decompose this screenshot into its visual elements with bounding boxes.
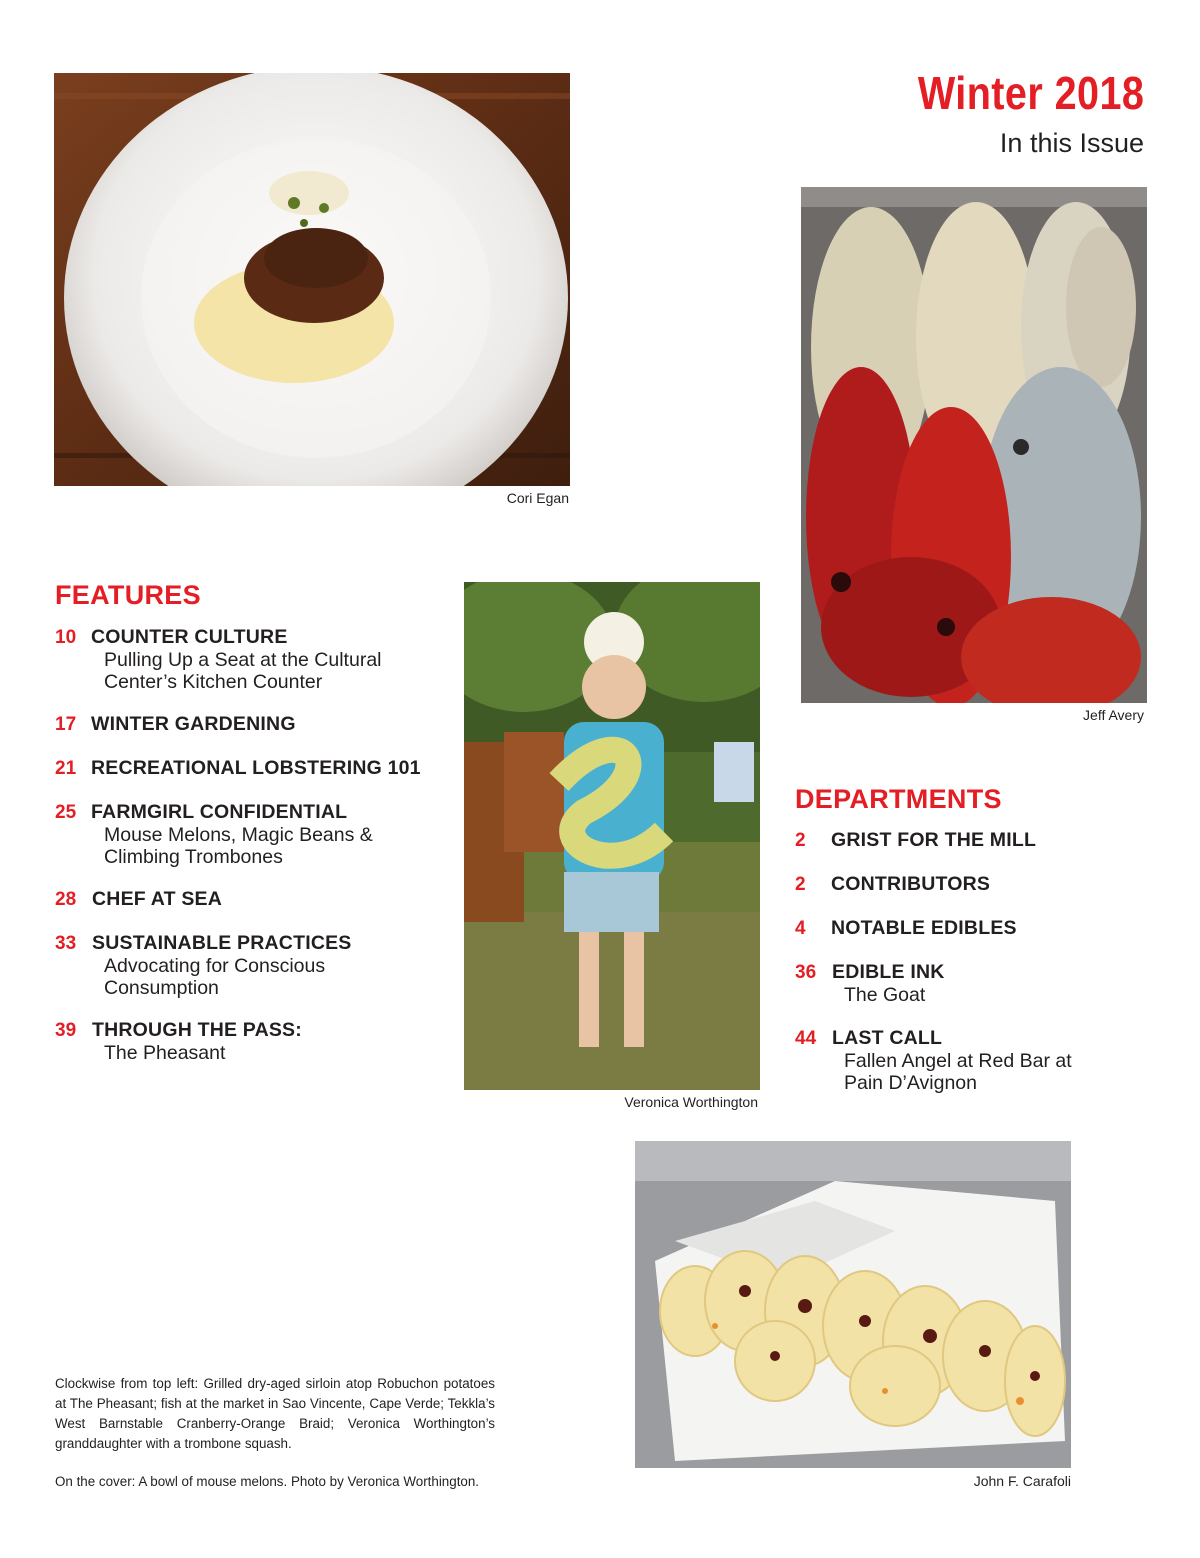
feature-entry-through-the-pass[interactable] xyxy=(55,1019,302,1064)
toc-page-number: 17 xyxy=(55,714,77,735)
cover-caption: On the cover: A bowl of mouse melons. Photo by Veronica Worthington. xyxy=(55,1474,480,1489)
toc-title: RECREATIONAL LOBSTERING 101 xyxy=(91,757,421,779)
toc-title: CHEF AT SEA xyxy=(92,888,223,910)
feature-entry-recreational-lobstering[interactable] xyxy=(55,757,421,780)
department-entry-edible-ink[interactable] xyxy=(795,961,945,1006)
department-entry-grist-for-the-mill[interactable] xyxy=(795,829,1036,852)
toc-page-number: 36 xyxy=(795,962,817,983)
toc-page-number: 21 xyxy=(55,758,77,779)
toc-page-number: 2 xyxy=(795,830,806,851)
toc-title: THROUGH THE PASS: xyxy=(92,1019,302,1041)
toc-page-number: 25 xyxy=(55,802,77,823)
toc-page-number: 28 xyxy=(55,889,77,910)
toc-title: GRIST FOR THE MILL xyxy=(831,829,1037,851)
toc-page-number: 10 xyxy=(55,627,77,648)
fish-market-photo xyxy=(801,187,1147,703)
toc-page-number: 4 xyxy=(795,918,806,939)
department-entry-last-call[interactable] xyxy=(795,1027,1072,1094)
toc-page-number: 33 xyxy=(55,933,77,954)
feature-entry-counter-culture[interactable] xyxy=(55,626,382,693)
toc-title: NOTABLE EDIBLES xyxy=(831,917,1017,939)
toc-subtitle: Pain D’Avignon xyxy=(844,1072,977,1094)
toc-subtitle: Consumption xyxy=(104,977,219,999)
toc-subtitle: Mouse Melons, Magic Beans & xyxy=(104,824,373,846)
toc-title: FARMGIRL CONFIDENTIAL xyxy=(91,801,348,823)
feature-entry-farmgirl-confidential[interactable] xyxy=(55,801,373,868)
photo-credit-steak: Cori Egan xyxy=(506,490,569,506)
department-entry-contributors[interactable] xyxy=(795,873,990,896)
feature-entry-winter-gardening[interactable] xyxy=(55,713,296,736)
issue-title: Winter 2018 xyxy=(917,67,1144,119)
toc-title: CONTRIBUTORS xyxy=(831,873,991,895)
feature-entry-chef-at-sea[interactable] xyxy=(55,888,222,911)
toc-page-number: 39 xyxy=(55,1020,77,1041)
toc-title: LAST CALL xyxy=(832,1027,943,1049)
trombone-squash-photo xyxy=(464,582,760,1090)
photo-caption: Clockwise from top left: Grilled dry-aged sirloin atop Robuchon potatoes at The Pheasant; fish at the market in Sao Vincente, Cape Verde; Tekkla’s West Barnstable Cranberry-Orange Braid; Veronica Worthington’s granddaughter with a trombone squash. xyxy=(55,1376,495,1451)
photo-credit-fish: Jeff Avery xyxy=(1083,707,1144,723)
feature-entry-sustainable-practices[interactable] xyxy=(55,932,352,999)
photo-credit-braid: John F. Carafoli xyxy=(973,1473,1071,1489)
toc-page-number: 2 xyxy=(795,874,806,895)
toc-title: WINTER GARDENING xyxy=(91,713,296,735)
toc-page-number: 44 xyxy=(795,1028,817,1049)
photo-credit-squash: Veronica Worthington xyxy=(624,1094,758,1110)
toc-subtitle: The Pheasant xyxy=(104,1042,226,1064)
toc-title: EDIBLE INK xyxy=(832,961,945,983)
toc-subtitle: Center’s Kitchen Counter xyxy=(104,671,323,693)
toc-subtitle: Advocating for Conscious xyxy=(104,955,326,977)
features-heading: FEATURES xyxy=(55,580,201,610)
toc-title: SUSTAINABLE PRACTICES xyxy=(92,932,352,954)
toc-subtitle: Climbing Trombones xyxy=(104,846,283,868)
department-entry-notable-edibles[interactable] xyxy=(795,917,1017,940)
cranberry-braid-photo xyxy=(635,1141,1071,1468)
toc-title: COUNTER CULTURE xyxy=(91,626,288,648)
departments-heading: DEPARTMENTS xyxy=(795,784,1002,814)
steak-plate-photo xyxy=(54,73,570,486)
toc-subtitle: Fallen Angel at Red Bar at xyxy=(844,1050,1072,1072)
issue-subtitle: In this Issue xyxy=(999,128,1144,158)
toc-subtitle: The Goat xyxy=(844,984,926,1006)
toc-subtitle: Pulling Up a Seat at the Cultural xyxy=(104,649,382,671)
